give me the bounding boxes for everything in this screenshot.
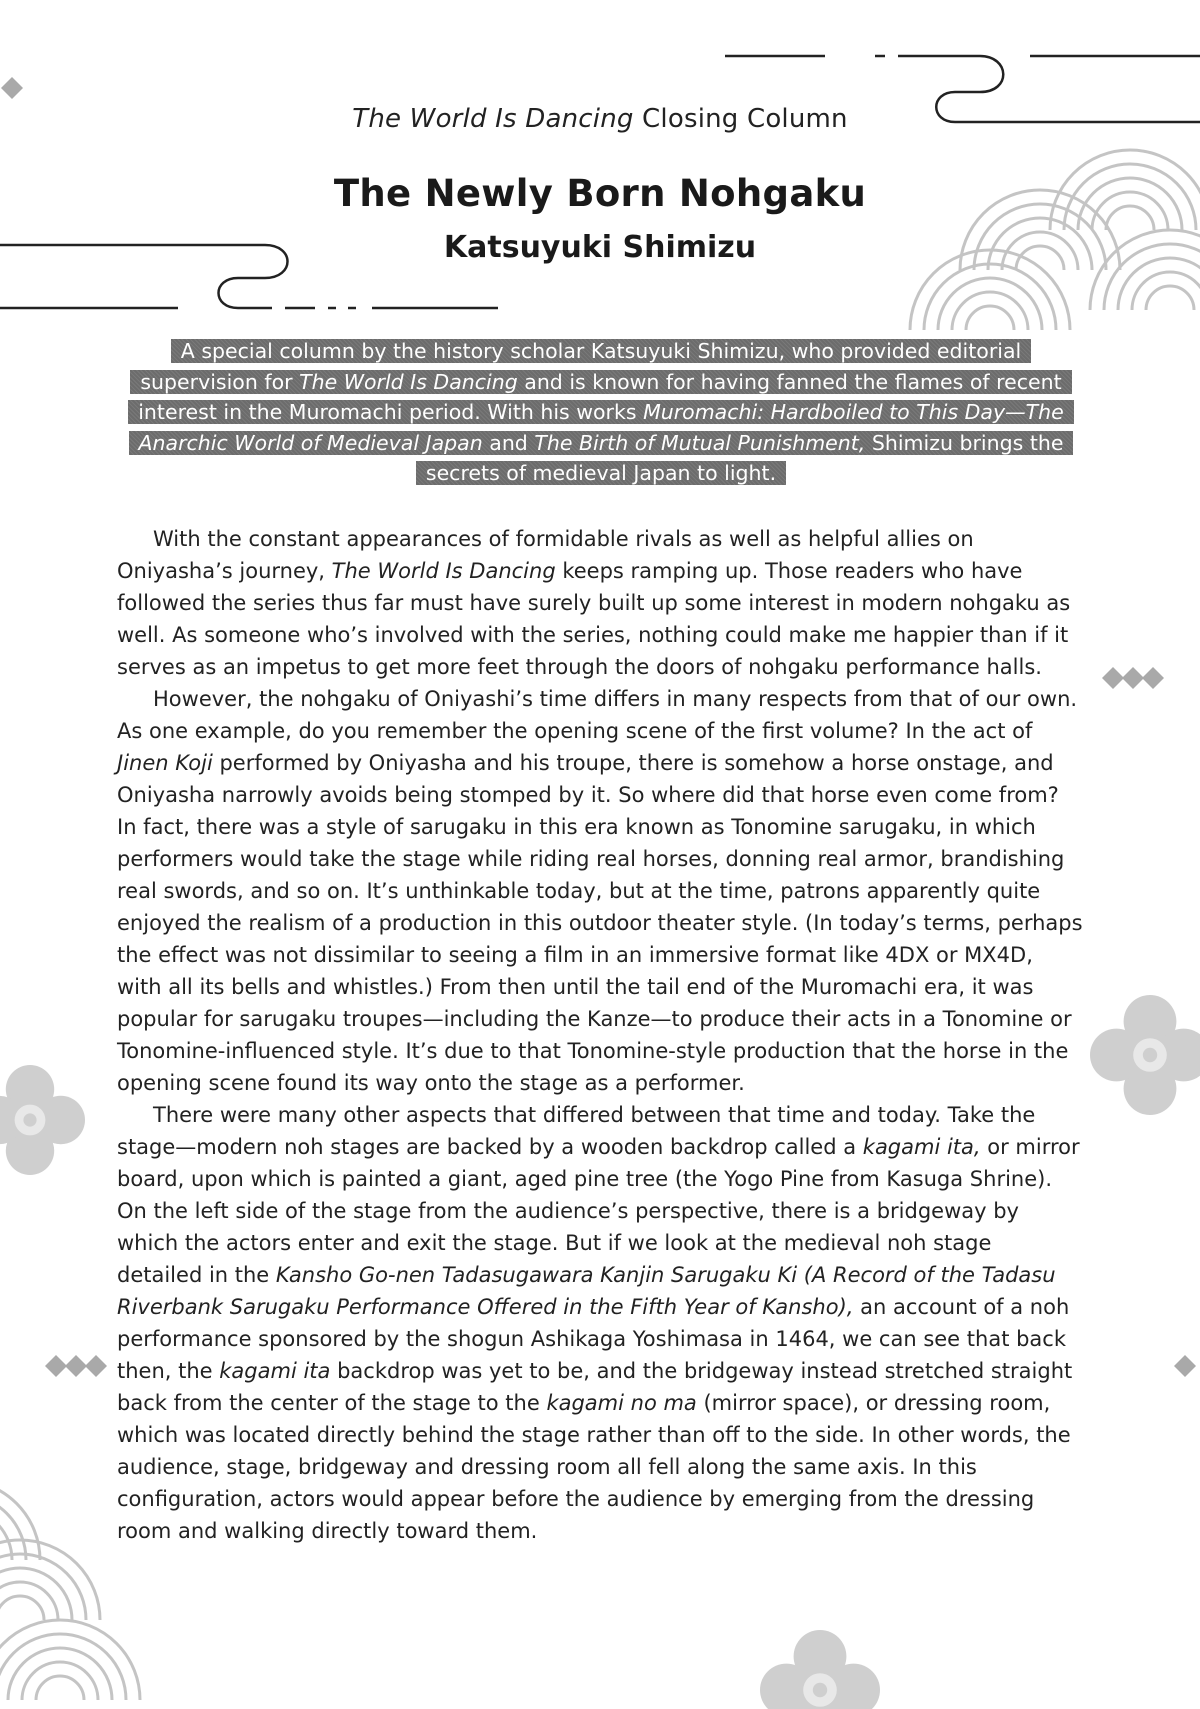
intro-italic: The Birth of Mutual Punishment, [534, 430, 866, 455]
kicker-series-title: The World Is Dancing [352, 104, 634, 134]
diamond-cluster-icon [1102, 667, 1164, 689]
body-italic: kagami ita [219, 1359, 331, 1383]
body-text: or mirror board, upon which is painted a giant, aged pine tree (the Yogo Pine from Kasuga Shrine). On the left side of the stage from the audience’s perspective, there is a bridgeway by which the actors enter and exit the stage. But if we look at the medieval noh stage detailed in the [117, 1135, 1080, 1287]
body-paragraph [117, 683, 1083, 1099]
body-text: an account of a noh performance sponsored by the shogun Ashikaga Yoshimasa in 1464, we can see that back then, the [117, 1295, 1070, 1383]
intro-text: Shimizu brings the secrets of medieval Japan to light. [425, 430, 1064, 485]
article-body [117, 523, 1083, 1547]
crest-flower-icon [1090, 995, 1200, 1115]
diamond-cluster-icon [1, 77, 23, 99]
author-name: Katsuyuki Shimizu [443, 230, 757, 265]
body-paragraph [117, 523, 1083, 683]
intro-text: and is known for having fanned the flames of recent interest in the Muromachi period. With his works [138, 369, 1062, 424]
diamond-cluster-icon [1174, 1355, 1196, 1377]
page-title: The Newly Born Nohgaku [333, 172, 867, 215]
intro-italic: Muromachi: Hardboiled to This Day—The Anarchic World of Medieval Japan [138, 400, 1064, 455]
body-text: backdrop was yet to be, and the bridgeway instead stretched straight back from the center of the stage to the [117, 1359, 1073, 1415]
crest-flower-icon [0, 1065, 85, 1175]
body-italic: kagami no ma [546, 1391, 697, 1415]
body-text: With the constant appearances of formidable rivals as well as helpful allies on Oniyasha’s journey, [117, 527, 974, 583]
crest-flower-icon [760, 1630, 880, 1709]
intro-text: A special column by the history scholar Katsuyuki Shimizu, who provided editorial supervision for [140, 339, 1022, 394]
body-italic: Jinen Koji [117, 751, 213, 775]
body-italic: Kansho Go-nen Tadasugawara Kanjin Sarugaku Ki (A Record of the Tadasu Riverbank Sarugaku Performance Offered in the Fifth Year of Kansho), [117, 1263, 1056, 1319]
body-text: performed by Oniyasha and his troupe, there is somehow a horse onstage, and Oniyasha narrowly avoids being stomped by it. So where did that horse even come from? In fact, there was a style of sarugaku in this era known as Tonomine sarugaku, in which performers would take the stage while riding real horses, donning real armor, brandishing real swords, and so on. It’s unthinkable today, but at the time, patrons apparently quite enjoyed the realism of a production in this outdoor theater style. (In today’s terms, perhaps the effect was not dissimilar to seeing a film in an immersive format like 4DX or MX4D, with all its bells and whistles.) From then until the tail end of the Muromachi era, it was popular for sarugaku troupes—including the Kanze—to produce their acts in a Tonomine or Tonomine-influenced style. It’s due to that Tonomine-style production that the horse in the opening scene found its way onto the stage as a performer. [117, 751, 1083, 1095]
intro-highlight [128, 339, 1074, 485]
body-text: However, the nohgaku of Oniyashi’s time differs in many respects from that of our own. As one example, do you remember the opening scene of the first volume? In the act of [117, 687, 1078, 743]
body-italic: kagami ita, [862, 1135, 981, 1159]
intro-blurb [124, 336, 1078, 489]
intro-text: and [482, 430, 535, 455]
diamond-cluster-icon [45, 1355, 107, 1377]
body-italic: The World Is Dancing [331, 559, 556, 583]
body-text: keeps ramping up. Those readers who have followed the series thus far must have surely built up some interest in modern nohgaku as well. As someone who’s involved with the series, nothing could make me happier than if it serves as an impetus to get more feet through the doors of nohgaku performance halls. [117, 559, 1071, 679]
body-paragraph [117, 1099, 1083, 1547]
column-kicker [0, 104, 1200, 134]
kicker-suffix: Closing Column [633, 104, 848, 134]
body-text: There were many other aspects that differed between that time and today. Take the stage—modern noh stages are backed by a wooden backdrop called a [117, 1103, 1036, 1159]
intro-italic: The World Is Dancing [299, 369, 518, 394]
body-text: (mirror space), or dressing room, which was located directly behind the stage rather than off to the side. In other words, the audience, stage, bridgeway and dressing room all fell along the same axis. In this configuration, actors would appear before the audience by emerging from the dressing room and walking directly toward them. [117, 1391, 1071, 1543]
